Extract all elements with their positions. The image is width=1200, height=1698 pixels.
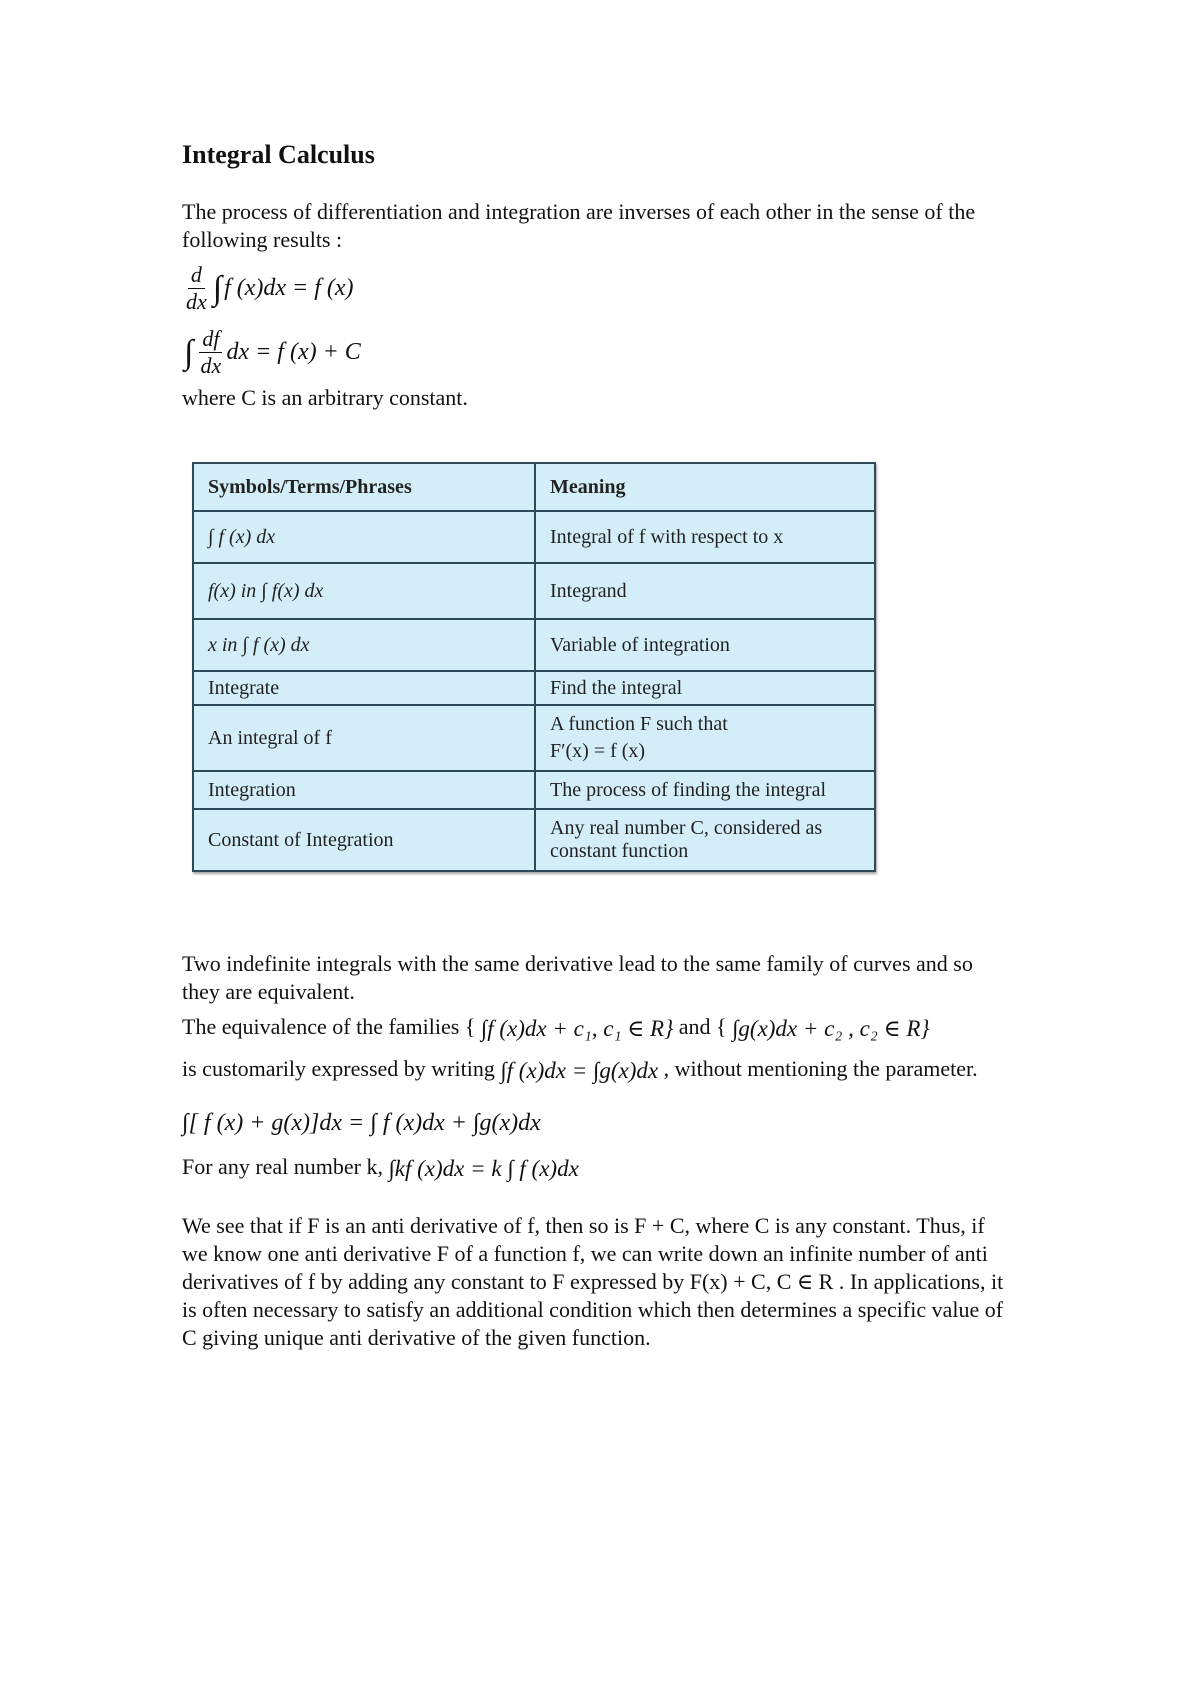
meaning-line: constant function [550,840,689,862]
equation-derivative-of-integral [182,256,1012,320]
scalar-rule-line [182,1150,1012,1186]
fraction-df-dx [199,325,222,378]
family-one-expression: ∫f (x)dx + c₁, c₁ ∈ R} [480,1015,674,1041]
table-cell-meaning: Integral of f with respect to x [535,511,875,563]
table-header-cell: Meaning [535,463,875,511]
table-cell-meaning: Variable of integration [535,619,875,671]
table-cell-meaning: Integrand [535,563,875,619]
table-cell-term: Integrate [193,671,535,705]
table-cell-meaning: The process of finding the integral [535,771,875,809]
equation-body: f (x)dx = f (x) [224,274,354,301]
fraction-numerator: d [188,264,205,289]
intro-paragraph: The process of differentiation and integration are inverses of each other in the sense of the following results : [182,199,976,252]
page-title: Integral Calculus [182,140,375,169]
equation-integral-of-derivative [182,320,1012,384]
scalar-prefix: For any real number k, [182,1153,389,1179]
fraction-denominator: dx [186,288,207,314]
table-row [193,511,875,563]
table-row [193,671,875,705]
integral-sign: ∫ [184,334,194,371]
table-cell-meaning: Find the integral [535,671,875,705]
equivalence-paragraph: Two indefinite integrals with the same derivative lead to the same family of curves and so they are equivalent. [182,951,973,1004]
table-row [193,619,875,671]
meaning-line: Any real number C, considered as [550,817,823,839]
sum-rule-equation [182,1098,1012,1150]
fraction-d-dx [186,261,207,314]
notation-prefix: is customarily expressed by writing [182,1055,501,1081]
families-prefix: The equivalence of the families { [182,1014,476,1039]
table-cell-term: Constant of Integration [193,809,535,871]
table-cell-meaning [535,809,875,871]
equation-body: dx = f (x) + C [226,338,361,365]
terms-table [192,462,876,872]
family-two-expression: ∫g(x)dx + c₂ , c₂ ∈ R} [732,1015,930,1041]
families-and: and { [678,1014,727,1039]
table-row [193,771,875,809]
table-header-cell: Symbols/Terms/Phrases [193,463,535,511]
table-row [193,809,875,871]
scalar-rule-equation: ∫kf (x)dx = k ∫ f (x)dx [388,1155,579,1181]
table-row [193,705,875,771]
constant-note: where C is an arbitrary constant. [182,385,468,410]
notation-line [182,1052,1012,1088]
fraction-denominator: dx [200,352,222,378]
antiderivative-paragraph: We see that if F is an anti derivative of f, then so is F + C, where C is any constant. Thus, if we know one anti derivative F of a function f, we can write down an infinite number of anti derivatives of f by adding any constant to F expressed by F(x) + C, C ∈ R . In applications, it is often necessary to satisfy an additional condition which then determines a specific value of C giving unique anti derivative of the given function. [182,1212,1004,1350]
meaning-line: F′(x) = f (x) [550,740,646,762]
families-line [182,1010,1012,1046]
section-equivalence [182,950,1012,1352]
table-cell-term: f(x) in ∫ f(x) dx [193,563,535,619]
sum-rule-body: ∫[ f (x) + g(x)]dx = ∫ f (x)dx + ∫g(x)dx [182,1110,541,1137]
table-row [193,563,875,619]
table-cell-term: Integration [193,771,535,809]
integral-sign: ∫ [212,270,223,307]
meaning-line: A function F such that [550,713,728,735]
table-cell-term: ∫ f (x) dx [193,511,535,563]
notation-suffix: , without mentioning the parameter. [663,1055,978,1081]
table-cell-term: x in ∫ f (x) dx [193,619,535,671]
document-page [182,140,1012,1350]
equivalence-equation: ∫f (x)dx = ∫g(x)dx [500,1057,659,1083]
table-header-row [193,463,875,511]
table-cell-meaning [535,705,875,771]
table-cell-term: An integral of f [193,705,535,771]
fraction-numerator: df [199,328,222,353]
